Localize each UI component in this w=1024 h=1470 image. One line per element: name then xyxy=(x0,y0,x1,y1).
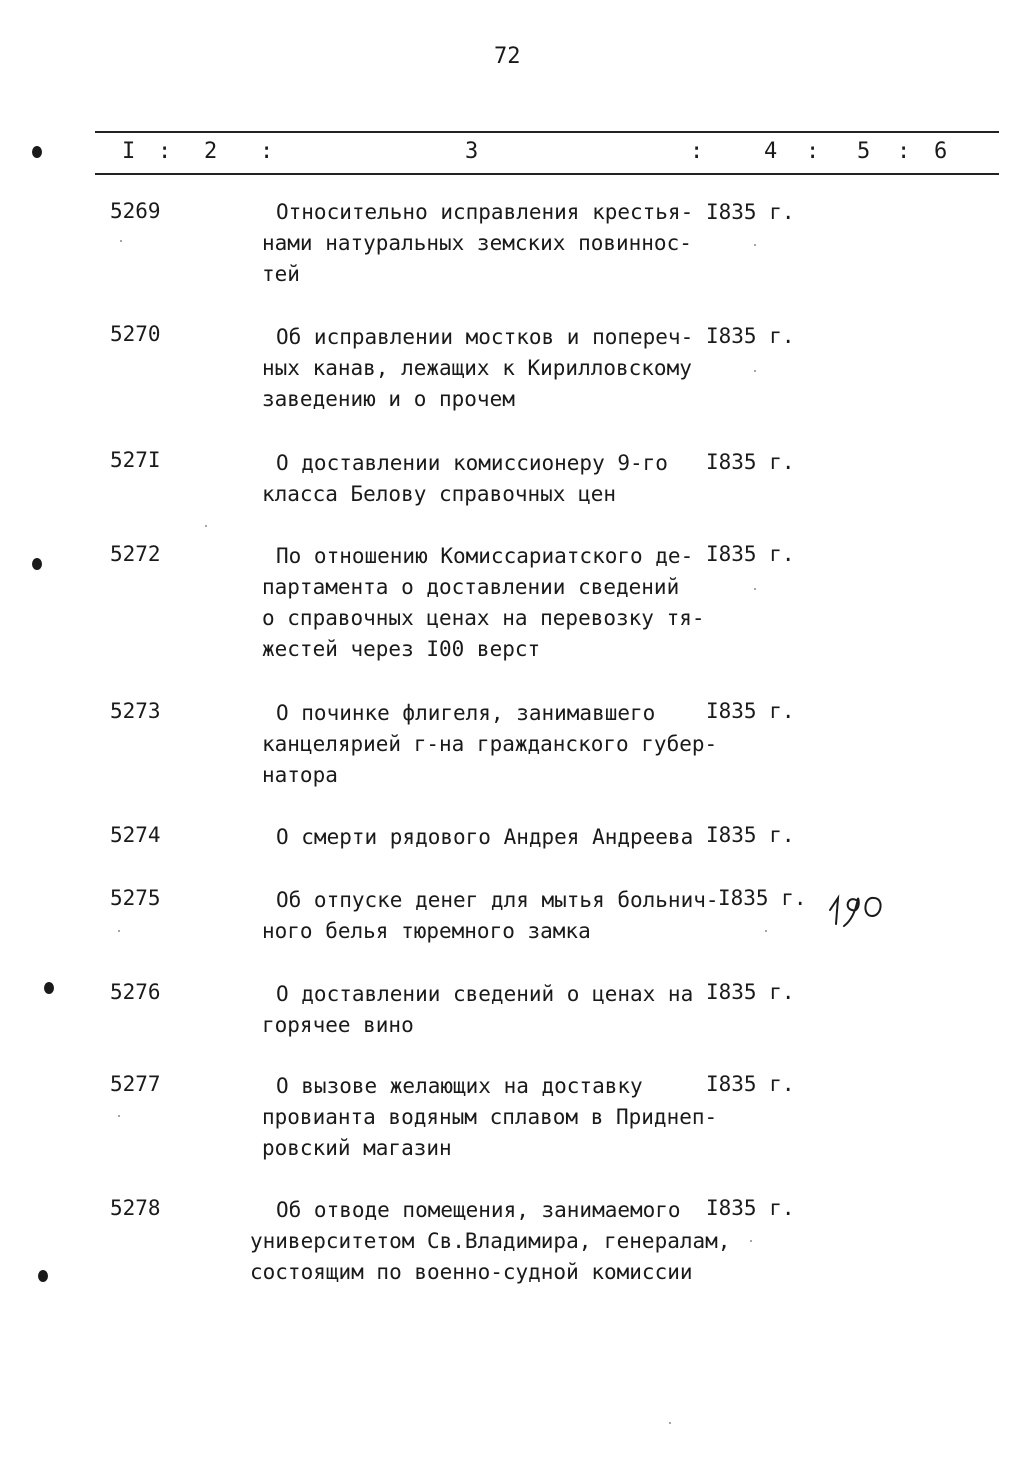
scan-speck xyxy=(120,240,122,242)
case-title-line: О вызове желающих на доставку xyxy=(276,1074,643,1098)
column-separator: : xyxy=(690,139,704,164)
case-title-line: натора xyxy=(262,763,338,787)
case-title-line: жестей через I00 верст xyxy=(262,637,541,661)
case-number: 5278 xyxy=(110,1196,161,1220)
case-year: I835 г. xyxy=(706,1196,795,1220)
scan-speck xyxy=(118,930,120,932)
page-number: 72 xyxy=(494,44,521,69)
case-title-line: заведению и о прочем xyxy=(262,387,515,411)
punch-hole xyxy=(32,146,42,158)
case-number: 527I xyxy=(110,448,161,472)
case-title-line: канцелярией г-на гражданского губер- xyxy=(262,732,718,756)
scan-speck xyxy=(669,1422,671,1424)
case-title xyxy=(262,822,712,853)
case-number: 5274 xyxy=(110,823,161,847)
punch-hole xyxy=(38,1270,48,1282)
scan-speck xyxy=(754,244,756,246)
case-title-line: университетом Св.Владимира, генералам, xyxy=(250,1229,731,1253)
case-year: I835 г. xyxy=(706,699,795,723)
case-title xyxy=(262,541,712,665)
column-header-6: 6 xyxy=(934,139,948,164)
case-title-line: О смерти рядового Андрея Андреева xyxy=(276,825,694,849)
case-title xyxy=(262,448,712,510)
case-title-line: ровский магазин xyxy=(262,1136,452,1160)
punch-hole xyxy=(32,558,42,570)
case-number: 5272 xyxy=(110,542,161,566)
column-header-1: I xyxy=(122,139,136,164)
case-year: I835 г. xyxy=(706,200,795,224)
column-header-2: 2 xyxy=(204,139,218,164)
case-title-line: ного белья тюремного замка xyxy=(262,919,591,943)
punch-hole xyxy=(44,982,54,994)
case-number: 5275 xyxy=(110,886,161,910)
case-number: 5277 xyxy=(110,1072,161,1096)
scan-speck xyxy=(754,370,756,372)
case-year: I835 г. xyxy=(706,450,795,474)
case-number: 5269 xyxy=(110,199,161,223)
case-title-line: горячее вино xyxy=(262,1013,414,1037)
column-separator: : xyxy=(260,139,274,164)
case-title xyxy=(262,322,712,415)
case-year: I835 г. xyxy=(706,542,795,566)
case-year: I835 г. xyxy=(706,980,795,1004)
scan-speck xyxy=(754,588,756,590)
case-year: I835 г. xyxy=(718,886,807,910)
column-header-4: 4 xyxy=(764,139,778,164)
scan-speck xyxy=(205,525,207,527)
case-title xyxy=(262,1071,718,1164)
case-number: 5276 xyxy=(110,980,161,1004)
case-number: 5270 xyxy=(110,322,161,346)
column-separator: : xyxy=(897,139,911,164)
column-separator: : xyxy=(158,139,172,164)
case-title-line: нами натуральных земских повиннос- xyxy=(262,231,692,255)
column-separator: : xyxy=(806,139,820,164)
header-bottom-rule xyxy=(95,173,999,175)
case-title-line: класса Белову справочных цен xyxy=(262,482,617,506)
case-title-line: Об отводе помещения, занимаемого xyxy=(276,1198,681,1222)
case-title xyxy=(250,1195,740,1288)
column-header-5: 5 xyxy=(857,139,871,164)
case-title xyxy=(262,197,712,290)
case-number: 5273 xyxy=(110,699,161,723)
case-title-line: Об отпуске денег для мытья больнич- xyxy=(276,888,719,912)
handwritten-folio-number xyxy=(826,884,890,928)
case-title-line: Об исправлении мостков и попереч- xyxy=(276,325,694,349)
case-title-line: ных канав, лежащих к Кирилловскому xyxy=(262,356,692,380)
scan-speck xyxy=(118,1115,120,1117)
case-year: I835 г. xyxy=(706,823,795,847)
case-title xyxy=(262,698,718,791)
column-header-3: 3 xyxy=(465,139,479,164)
case-title-line: О доставлении комиссионеру 9-го xyxy=(276,451,668,475)
scan-speck xyxy=(750,1240,752,1242)
case-title-line: О доставлении сведений о ценах на xyxy=(276,982,694,1006)
case-title xyxy=(262,979,712,1041)
case-title-line: провианта водяным сплавом в Приднеп- xyxy=(262,1105,718,1129)
header-top-rule xyxy=(95,131,999,133)
case-title-line: тей xyxy=(262,262,300,286)
case-title-line: По отношению Комиссариатского де- xyxy=(276,544,694,568)
case-title-line: партамента о доставлении сведений xyxy=(262,575,680,599)
case-title-line: Относительно исправления крестья- xyxy=(276,200,694,224)
scan-speck xyxy=(765,930,767,932)
case-title-line: о справочных ценах на перевозку тя- xyxy=(262,606,705,630)
case-year: I835 г. xyxy=(706,1072,795,1096)
case-title xyxy=(262,885,719,947)
case-title-line: О починке флигеля, занимавшего xyxy=(276,701,656,725)
case-year: I835 г. xyxy=(706,324,795,348)
case-title-line: состоящим по военно-судной комиссии xyxy=(250,1260,693,1284)
